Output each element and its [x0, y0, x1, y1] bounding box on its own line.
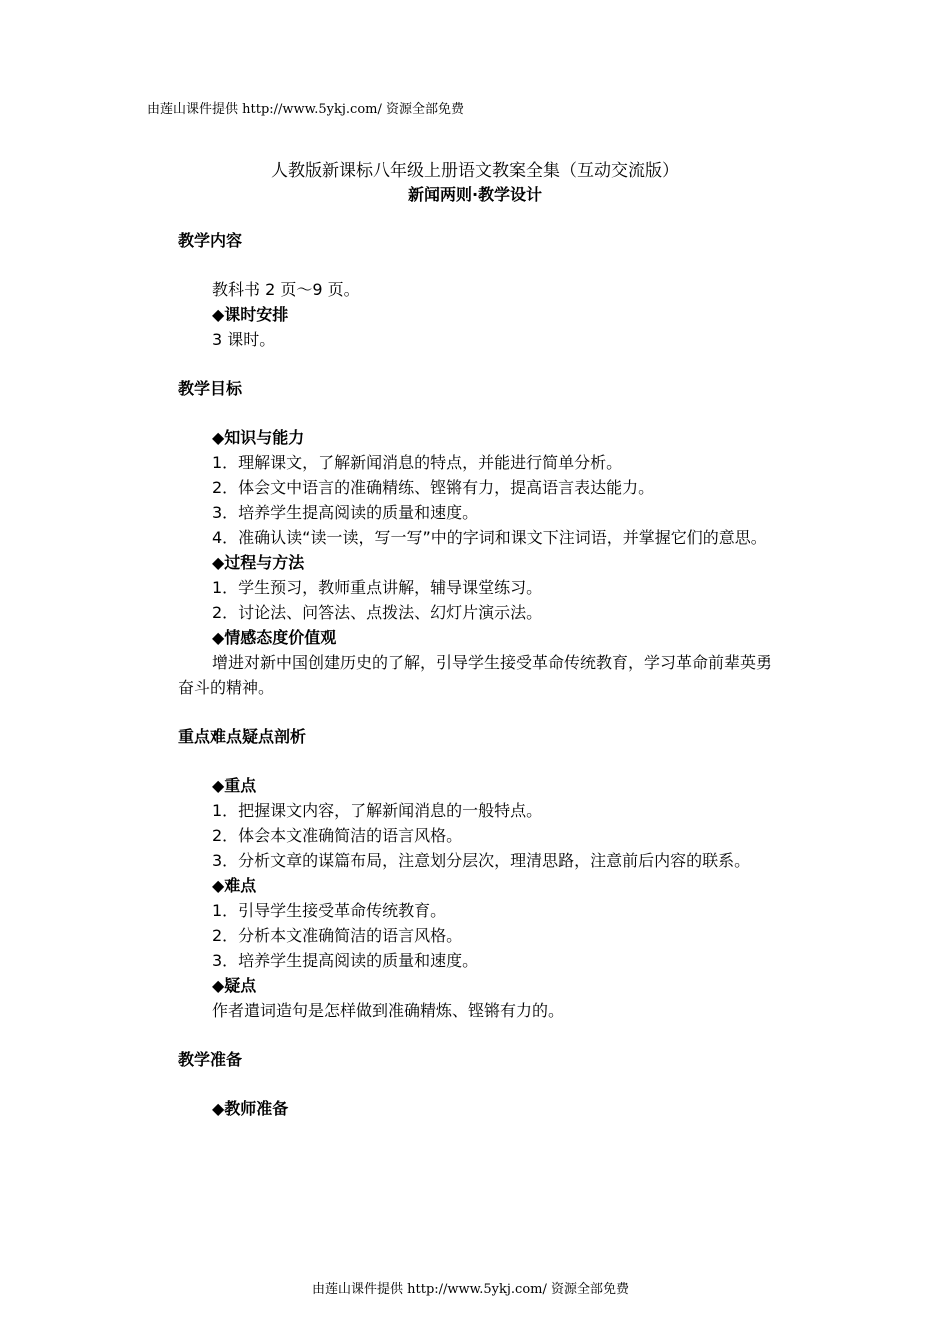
section-heading-goals: 教学目标: [178, 379, 243, 398]
key-heading: ◆重点: [212, 776, 257, 795]
knowledge-item: 4．准确认读“读一读，写一写”中的字词和课文下注词语，并掌握它们的意思。: [212, 528, 767, 547]
knowledge-item: 1．理解课文，了解新闻消息的特点，并能进行简单分析。: [212, 453, 623, 472]
page-subtitle: 新闻两则·教学设计: [407, 185, 543, 204]
difficult-item: 2．分析本文准确简洁的语言风格。: [212, 926, 463, 945]
difficult-item: 3．培养学生提高阅读的质量和速度。: [212, 951, 479, 970]
process-item: 1．学生预习，教师重点讲解，辅导课堂练习。: [212, 578, 543, 597]
emotion-text: 增进对新中国创建历史的了解，引导学生接受革命传统教育，学习革命前辈英勇奋斗的精神。: [178, 653, 773, 697]
difficult-heading: ◆难点: [212, 876, 257, 895]
footer-note: 由莲山课件提供 http://www.5ykj.com/ 资源全部免费: [312, 1282, 629, 1297]
doubt-text: 作者遣词造句是怎样做到准确精炼、铿锵有力的。: [212, 1001, 565, 1020]
teacher-prep-heading: ◆教师准备: [212, 1099, 289, 1118]
process-item: 2．讨论法、问答法、点拨法、幻灯片演示法。: [212, 603, 543, 622]
difficult-item: 1．引导学生接受革命传统教育。: [212, 901, 447, 920]
header-note: 由莲山课件提供 http://www.5ykj.com/ 资源全部免费: [147, 102, 464, 117]
section-heading-prep: 教学准备: [178, 1050, 243, 1069]
key-item: 1．把握课文内容，了解新闻消息的一般特点。: [212, 801, 543, 820]
process-heading: ◆过程与方法: [212, 553, 305, 572]
emotion-heading: ◆情感态度价值观: [212, 628, 337, 647]
page-title: 人教版新课标八年级上册语文教案全集（互动交流版）: [271, 161, 679, 181]
schedule-text: 3 课时。: [212, 330, 276, 349]
section-heading-analysis: 重点难点疑点剖析: [178, 727, 307, 746]
doubt-heading: ◆疑点: [212, 976, 257, 995]
knowledge-item: 2．体会文中语言的准确精练、铿锵有力，提高语言表达能力。: [212, 478, 655, 497]
key-item: 3．分析文章的谋篇布局，注意划分层次，理清思路，注意前后内容的联系。: [212, 851, 751, 870]
knowledge-item: 3．培养学生提高阅读的质量和速度。: [212, 503, 479, 522]
document-body: [178, 228, 778, 1121]
key-item: 2．体会本文准确简洁的语言风格。: [212, 826, 463, 845]
knowledge-heading: ◆知识与能力: [212, 428, 305, 447]
schedule-heading: ◆课时安排: [212, 305, 289, 324]
section-heading-content: 教学内容: [178, 231, 243, 250]
textbook-pages: 教科书 2 页～9 页。: [212, 280, 360, 299]
